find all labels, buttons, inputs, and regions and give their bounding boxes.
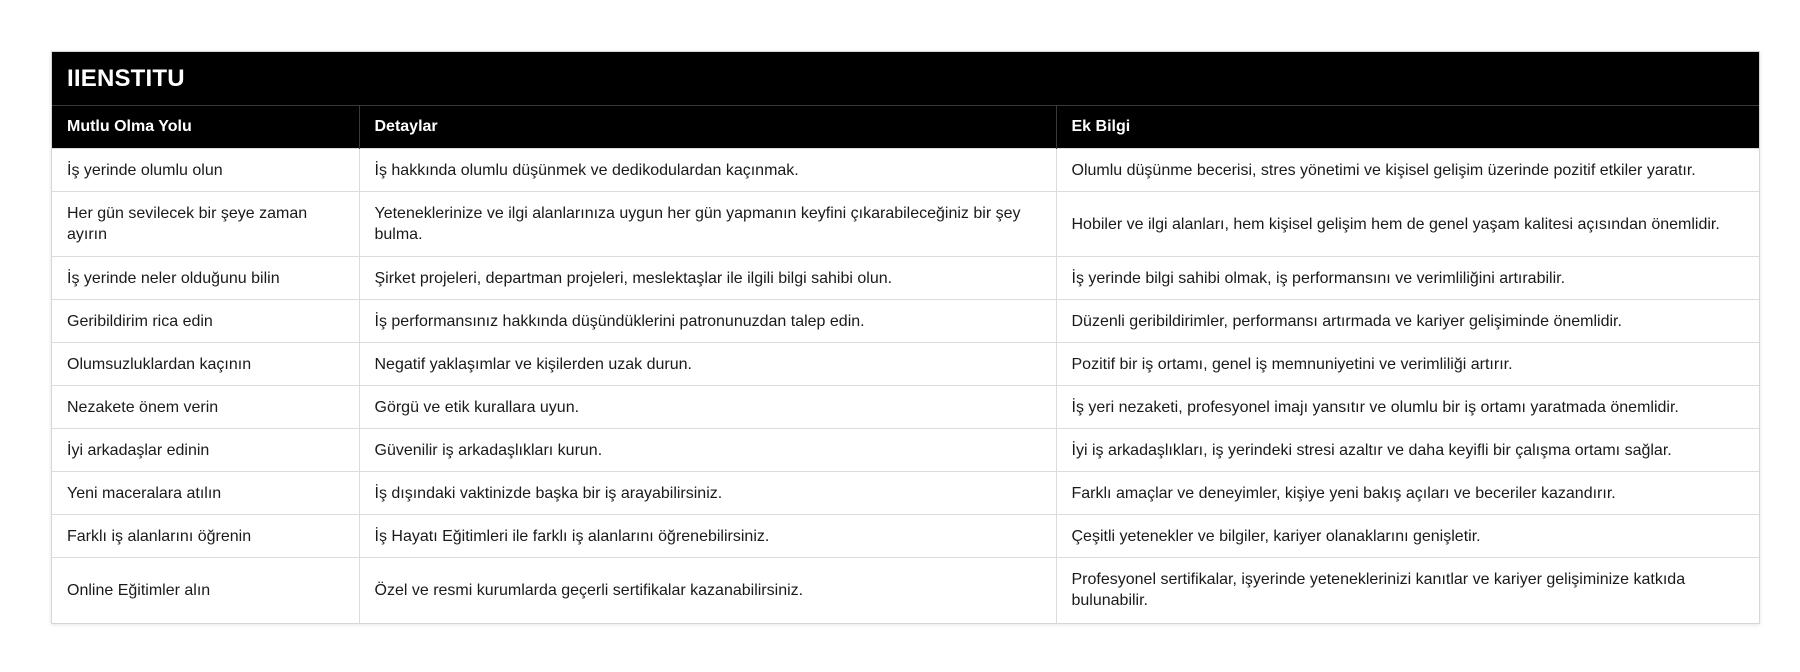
table-cell: Özel ve resmi kurumlarda geçerli sertifikalar kazanabilirsiniz. xyxy=(359,558,1056,623)
table-cell: Farklı amaçlar ve deneyimler, kişiye yeni bakış açıları ve beceriler kazandırır. xyxy=(1056,472,1759,515)
table-cell: Geribildirim rica edin xyxy=(52,300,359,343)
table-cell: Şirket projeleri, departman projeleri, meslektaşlar ile ilgili bilgi sahibi olun. xyxy=(359,257,1056,300)
table-cell: Güvenilir iş arkadaşlıkları kurun. xyxy=(359,429,1056,472)
table-row xyxy=(52,472,1759,515)
table-cell: İş performansınız hakkında düşündüklerini patronunuzdan talep edin. xyxy=(359,300,1056,343)
table-cell: Pozitif bir iş ortamı, genel iş memnuniyetini ve verimliliği artırır. xyxy=(1056,343,1759,386)
table-cell: İyi iş arkadaşlıkları, iş yerindeki stresi azaltır ve daha keyifli bir çalışma ortamı sağlar. xyxy=(1056,429,1759,472)
column-header: Detaylar xyxy=(359,106,1056,149)
table-cell: Olumlu düşünme becerisi, stres yönetimi ve kişisel gelişim üzerinde pozitif etkiler yaratır. xyxy=(1056,149,1759,192)
table-cell: İş Hayatı Eğitimleri ile farklı iş alanlarını öğrenebilirsiniz. xyxy=(359,515,1056,558)
table-cell: Olumsuzluklardan kaçının xyxy=(52,343,359,386)
table-row xyxy=(52,558,1759,623)
table-row xyxy=(52,149,1759,192)
table-cell: Farklı iş alanlarını öğrenin xyxy=(52,515,359,558)
table-row xyxy=(52,257,1759,300)
column-header: Ek Bilgi xyxy=(1056,106,1759,149)
table-cell: Negatif yaklaşımlar ve kişilerden uzak durun. xyxy=(359,343,1056,386)
table-row xyxy=(52,515,1759,558)
table-row xyxy=(52,192,1759,257)
table-row xyxy=(52,343,1759,386)
table-cell: Çeşitli yetenekler ve bilgiler, kariyer olanaklarını genişletir. xyxy=(1056,515,1759,558)
table-cell: İş yerinde olumlu olun xyxy=(52,149,359,192)
header-row xyxy=(52,106,1759,149)
table-cell: Online Eğitimler alın xyxy=(52,558,359,623)
table-cell: Hobiler ve ilgi alanları, hem kişisel gelişim hem de genel yaşam kalitesi açısından önemlidir. xyxy=(1056,192,1759,257)
table-cell: Yeni maceralara atılın xyxy=(52,472,359,515)
table-row xyxy=(52,386,1759,429)
table-title: IIENSTITU xyxy=(52,52,1759,105)
table-card xyxy=(51,51,1760,624)
table-cell: İş yerinde neler olduğunu bilin xyxy=(52,257,359,300)
table-cell: İyi arkadaşlar edinin xyxy=(52,429,359,472)
table-cell: Nezakete önem verin xyxy=(52,386,359,429)
data-table xyxy=(52,105,1759,623)
table-cell: İş yerinde bilgi sahibi olmak, iş performansını ve verimliliğini artırabilir. xyxy=(1056,257,1759,300)
table-cell: Düzenli geribildirimler, performansı artırmada ve kariyer gelişiminde önemlidir. xyxy=(1056,300,1759,343)
table-row xyxy=(52,429,1759,472)
table-cell: İş dışındaki vaktinizde başka bir iş arayabilirsiniz. xyxy=(359,472,1056,515)
column-header: Mutlu Olma Yolu xyxy=(52,106,359,149)
table-cell: Yeteneklerinize ve ilgi alanlarınıza uygun her gün yapmanın keyfini çıkarabileceğiniz bir şey bulma. xyxy=(359,192,1056,257)
table-cell: Görgü ve etik kurallara uyun. xyxy=(359,386,1056,429)
table-cell: Her gün sevilecek bir şeye zaman ayırın xyxy=(52,192,359,257)
table-cell: İş hakkında olumlu düşünmek ve dedikodulardan kaçınmak. xyxy=(359,149,1056,192)
table-cell: Profesyonel sertifikalar, işyerinde yeteneklerinizi kanıtlar ve kariyer gelişiminize katkıda bulunabilir. xyxy=(1056,558,1759,623)
table-row xyxy=(52,300,1759,343)
table-cell: İş yeri nezaketi, profesyonel imajı yansıtır ve olumlu bir iş ortamı yaratmada önemlidir. xyxy=(1056,386,1759,429)
